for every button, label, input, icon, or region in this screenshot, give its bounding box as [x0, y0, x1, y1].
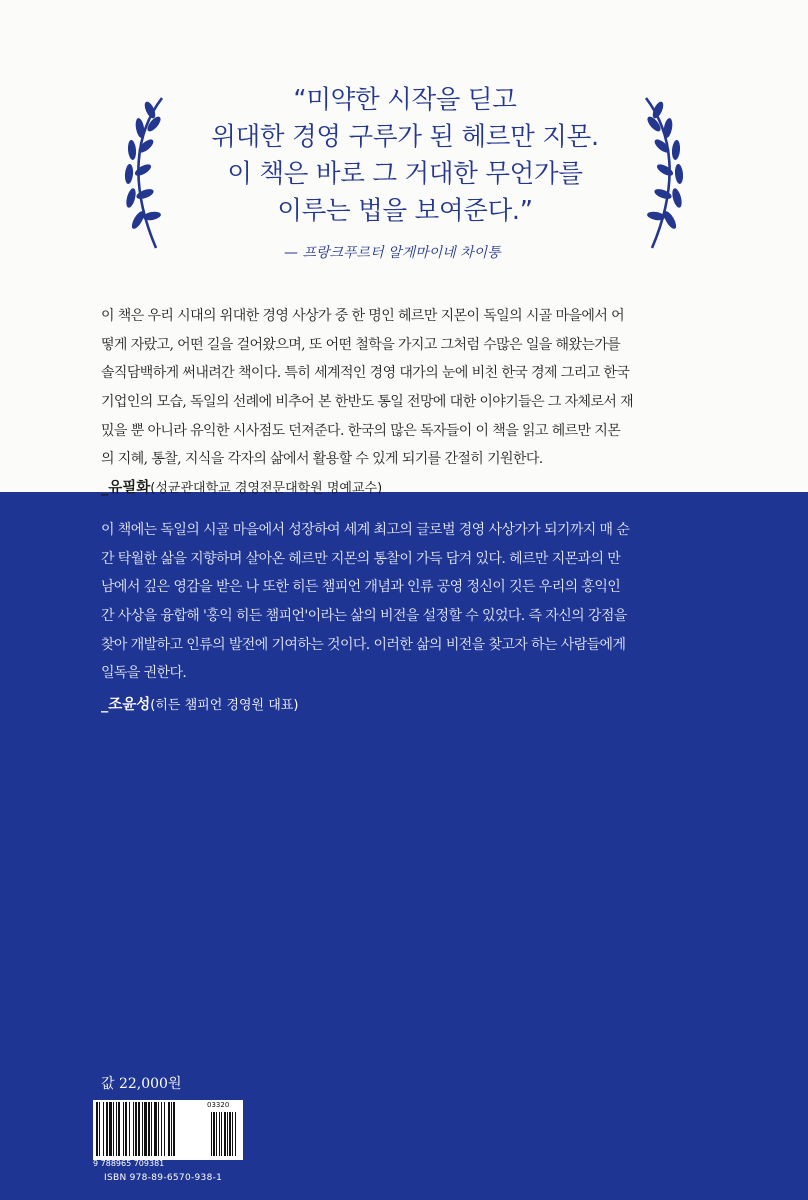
- quote-source: — 프랑크푸르터 알게마이네 차이퉁: [284, 245, 501, 261]
- review-line: 밌을 뿐 아니라 유익한 시사점도 던져준다. 한국의 많은 독자들이 이 책을 읽고 헤르만 지몬: [101, 422, 621, 439]
- reviewer-name: _유필화: [101, 480, 151, 496]
- quote-line: 위대한 경영 구루가 된 헤르만 지몬.: [211, 122, 599, 152]
- laurel-left-icon: [112, 92, 172, 252]
- isbn-text: ISBN 978-89-6570-938-1: [104, 1173, 223, 1183]
- featured-quote: [190, 82, 620, 230]
- review-line: 기업인의 모습, 독일의 선례에 비추어 본 한반도 통일 전망에 대한 이야기들은 그 자체로서 재: [101, 394, 634, 411]
- review-signature: [101, 476, 382, 497]
- review-line: 간 사상을 융합해 '홍익 히든 챔피언'이라는 삶의 비전을 설정할 수 있었다. 즉 자신의 강점을: [101, 608, 627, 625]
- reviewer-title: (히든 챔피언 경영원 대표): [150, 698, 299, 713]
- review-line: 이 책에는 독일의 시골 마을에서 성장하여 세계 최고의 글로벌 경영 사상가가 되기까지 매 순: [101, 522, 630, 538]
- barcode-number: 9 788965 709381: [93, 1159, 165, 1168]
- review-line: 떻게 자랐고, 어떤 길을 걸어왔으며, 또 어떤 철학을 가지고 그처럼 수많은 일을 해왔는가를: [101, 336, 621, 353]
- review-line: 간 탁월한 삶을 지향하며 살아온 헤르만 지몬의 통찰이 가득 담겨 있다. 헤르만 지몬과의 만: [101, 550, 621, 567]
- review-line: 남에서 깊은 영감을 받은 나 또한 히든 챔피언 개념과 인류 공영 정신이 깃든 우리의 홍익인: [101, 579, 621, 596]
- barcode-bars-icon: [93, 1100, 243, 1160]
- barcode-addon-number: 03320: [207, 1101, 230, 1109]
- review-jo-yunseong: [101, 516, 716, 688]
- quote-line: “미약한 시작을 딛고: [293, 85, 517, 115]
- review-line: 솔직담백하게 써내려간 책이다. 특히 세계적인 경영 대가의 눈에 비친 한국 경제 그리고 한국: [101, 365, 630, 382]
- review-yu-pilhwa: [101, 302, 716, 474]
- laurel-right-icon: [636, 92, 696, 252]
- barcode: [93, 1100, 243, 1160]
- reviewer-name: _조윤성: [101, 697, 151, 713]
- quote-line: 이루는 법을 보여준다.”: [277, 196, 533, 226]
- review-line: 일독을 권한다.: [101, 665, 187, 682]
- quote-line: 이 책은 바로 그 거대한 무언가를: [227, 159, 583, 189]
- review-line: 찾아 개발하고 인류의 발전에 기여하는 것이다. 이러한 삶의 비전을 찾고자 하는 사람들에게: [101, 636, 626, 653]
- review-line: 이 책은 우리 시대의 위대한 경영 사상가 중 한 명인 헤르만 지몬이 독일의 시골 마을에서 어: [101, 308, 625, 324]
- review-line: 의 지혜, 통찰, 지식을 각자의 삶에서 활용할 수 있게 되기를 간절히 기원한다.: [101, 451, 543, 468]
- reviewer-title: (성균관대학교 경영전문대학원 명예교수): [150, 481, 383, 496]
- price-label: 값 22,000원: [101, 1076, 182, 1092]
- review-signature: [101, 693, 298, 714]
